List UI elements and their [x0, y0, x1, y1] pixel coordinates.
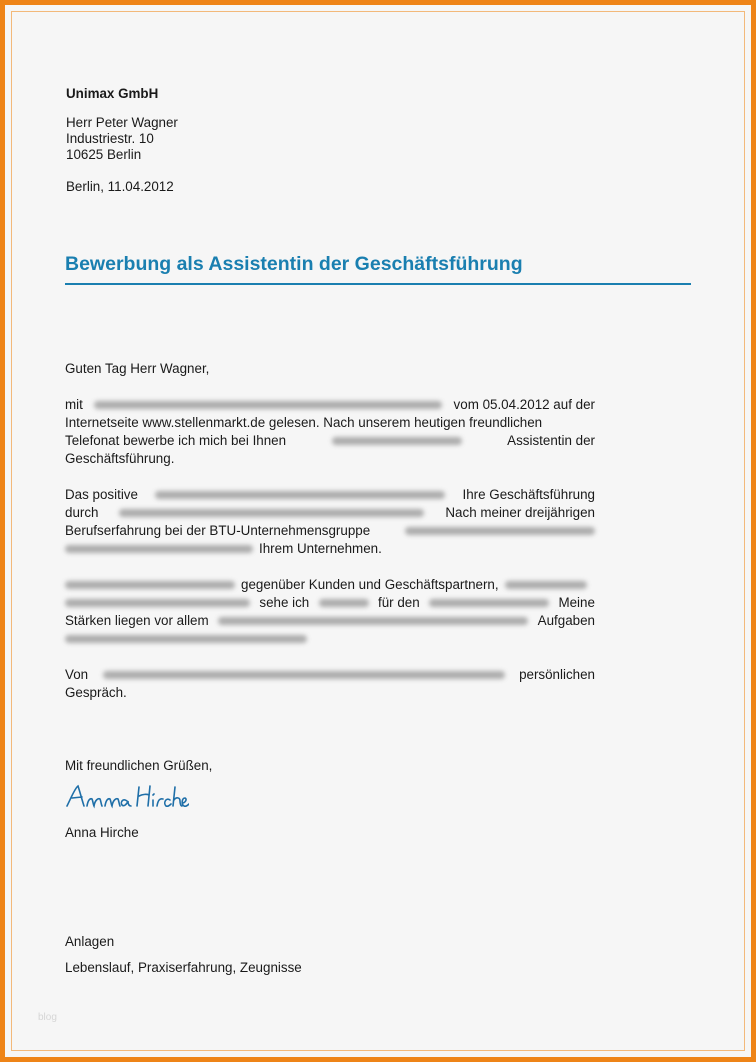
redacted-text: [65, 545, 253, 553]
sender-company: Unimax GmbH: [66, 86, 159, 101]
paragraph-4: [65, 666, 595, 702]
paragraph-2: [65, 486, 595, 558]
attachments-label: Anlagen: [65, 934, 115, 949]
redacted-text: [65, 599, 250, 607]
paragraph-1: [65, 396, 595, 468]
text-fragment: Aufgaben: [537, 613, 595, 628]
salutation: Guten Tag Herr Wagner,: [65, 361, 210, 376]
subject-heading: Bewerbung als Assistentin der Geschäftsführung: [65, 253, 523, 275]
redacted-text: [155, 491, 445, 499]
text-line: Geschäftsführung.: [65, 451, 175, 466]
closing: Mit freundlichen Grüßen,: [65, 758, 213, 773]
text-line: Gespräch.: [65, 685, 127, 700]
text-fragment: Assistentin der: [507, 433, 595, 448]
date-line: Berlin, 11.04.2012: [66, 179, 174, 194]
redacted-text: [94, 401, 442, 409]
text-fragment: Das positive: [65, 487, 138, 502]
text-fragment: persönlichen: [519, 667, 595, 682]
sender-street: Industriestr. 10: [66, 131, 154, 146]
redacted-text: [332, 437, 462, 445]
text-fragment: Telefonat bewerbe ich mich bei Ihnen: [65, 433, 287, 448]
text-fragment: Meine: [558, 595, 595, 610]
redacted-text: [218, 617, 528, 625]
signer-name: Anna Hirche: [65, 825, 139, 840]
text-line: Internetseite www.stellenmarkt.de gelesen. Nach unserem heutigen freundlichen: [65, 415, 543, 430]
text-fragment: gegenüber Kunden und Geschäftspartnern,: [241, 577, 499, 592]
text-fragment: Ihre Geschäftsführung: [462, 487, 595, 502]
text-fragment: Von: [65, 667, 89, 682]
redacted-text: [119, 509, 424, 517]
redacted-text: [505, 581, 587, 589]
redacted-text: [319, 599, 369, 607]
sender-contact: Herr Peter Wagner: [66, 115, 178, 130]
redacted-text: [405, 527, 595, 535]
redacted-text: [103, 671, 505, 679]
text-fragment: Ihrem Unternehmen.: [259, 541, 382, 556]
redacted-text: [65, 635, 307, 643]
redacted-text: [65, 581, 235, 589]
text-fragment: Nach meiner dreijährigen: [445, 505, 595, 520]
text-fragment: durch: [65, 505, 99, 520]
subject-underline: [65, 283, 691, 285]
attachments-list: Lebenslauf, Praxiserfahrung, Zeugnisse: [65, 960, 302, 975]
text-fragment: für den: [378, 595, 420, 610]
text-fragment: sehe ich: [259, 595, 310, 610]
paragraph-3: [65, 576, 595, 648]
redacted-text: [429, 599, 549, 607]
text-fragment: Berufserfahrung bei der BTU-Unternehmensgruppe: [65, 523, 371, 538]
text-fragment: vom 05.04.2012 auf der: [453, 397, 595, 412]
watermark: blog: [38, 1012, 57, 1023]
handwritten-signature: [63, 782, 189, 812]
text-fragment: mit: [65, 397, 83, 412]
text-fragment: Stärken liegen vor allem: [65, 613, 209, 628]
sender-city: 10625 Berlin: [66, 147, 142, 162]
